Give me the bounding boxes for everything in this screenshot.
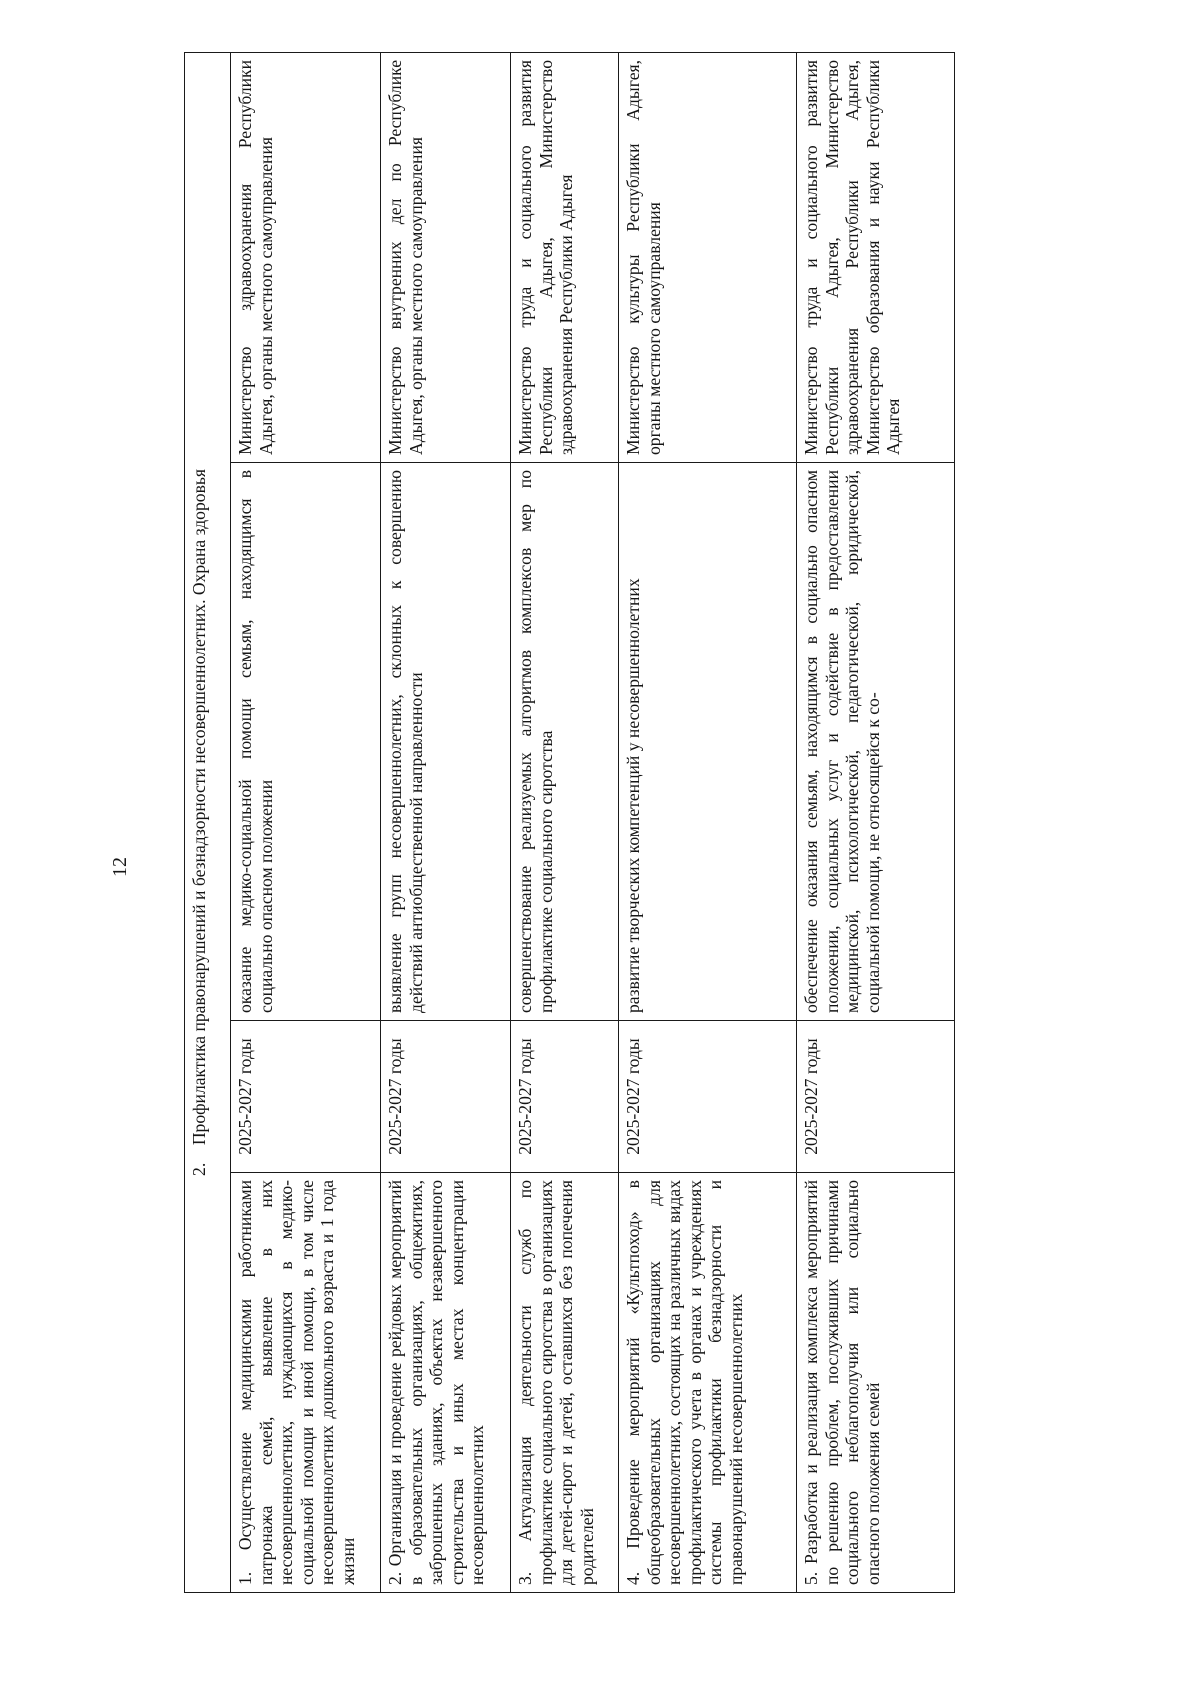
section-heading (185, 52, 231, 1592)
executors-cell: Министерство здравоохранения Республики Адыгея, органы местного самоуправления (231, 52, 381, 462)
executors-cell: Министерство труда и социального развития Республики Адыгея, Министерство здравоохранения Республики Адыгея, Министерство образования и науки Республики Адыгея (797, 52, 955, 462)
executors-cell: Министерство культуры Республики Адыгея, органы местного самоуправления (619, 52, 797, 462)
result-cell: обеспечение оказания семьям, находящимся в социально опасном положении, социальных услуг и содействие в предоставлении медицинской, психологической, педагогической, юридической, социальной помощи, не относящейся к со- (797, 463, 955, 1021)
action-cell: 3. Актуализация деятельности служб по профилактике социального сиротства в организациях для детей-сирот и детей, оставшихся без попечения родителей (511, 1173, 619, 1593)
table-row (797, 52, 955, 1592)
executors-cell: Министерство труда и социального развития Республики Адыгея, Министерство здравоохранения Республики Адыгея (511, 52, 619, 462)
executors-cell: Министерство внутренних дел по Республике Адыгея, органы местного самоуправления (381, 52, 511, 462)
action-plan-table (184, 52, 955, 1593)
page-number: 12 (109, 857, 131, 877)
action-cell: 4. Проведение мероприятий «Культпоход» в общеобразовательных организациях для несовершеннолетних, состоящих на различных видах профилактического учета в органах и учреждениях системы профилактики безнадзорности и правонарушений несовершеннолетних (619, 1173, 797, 1593)
table-row (511, 52, 619, 1592)
section-number: 2. (189, 1162, 209, 1176)
action-cell: 2. Организация и проведение рейдовых мероприятий в образовательных организациях, общежитиях, заброшенных зданиях, объектах незавершенного строительства и иных местах концентрации несовершеннолетних (381, 1173, 511, 1593)
section-header-row (185, 52, 231, 1592)
term-cell: 2025-2027 годы (619, 1021, 797, 1173)
term-cell: 2025-2027 годы (231, 1021, 381, 1173)
rotated-landscape-page (184, 53, 1053, 1593)
action-cell: 5. Разработка и реализация комплекса мероприятий по решению проблем, послуживших причинами социального неблагополучия или социально опасного положения семей (797, 1173, 955, 1593)
table-row (381, 52, 511, 1592)
result-cell: развитие творческих компетенций у несовершеннолетних (619, 463, 797, 1021)
result-cell: оказание медико-социальной помощи семьям, находящимся в социально опасном положении (231, 463, 381, 1021)
term-cell: 2025-2027 годы (511, 1021, 619, 1173)
term-cell: 2025-2027 годы (381, 1021, 511, 1173)
section-title: Профилактика правонарушений и безнадзорности несовершеннолетних. Охрана здоровья (189, 469, 209, 1146)
result-cell: выявление групп несовершеннолетних, склонных к совершению действий антиобщественной направленности (381, 463, 511, 1021)
table-row (619, 52, 797, 1592)
action-cell: 1. Осуществление медицинскими работниками патронажа семей, выявление в них несовершеннолетних, нуждающихся в медико-социальной помощи и иной помощи, в том числе несовершеннолетних дошкольного возраста и 1 года жизни (231, 1173, 381, 1593)
table-row (231, 52, 381, 1592)
result-cell: совершенствование реализуемых алгоритмов комплексов мер по профилактике социального сиротства (511, 463, 619, 1021)
term-cell: 2025-2027 годы (797, 1021, 955, 1173)
